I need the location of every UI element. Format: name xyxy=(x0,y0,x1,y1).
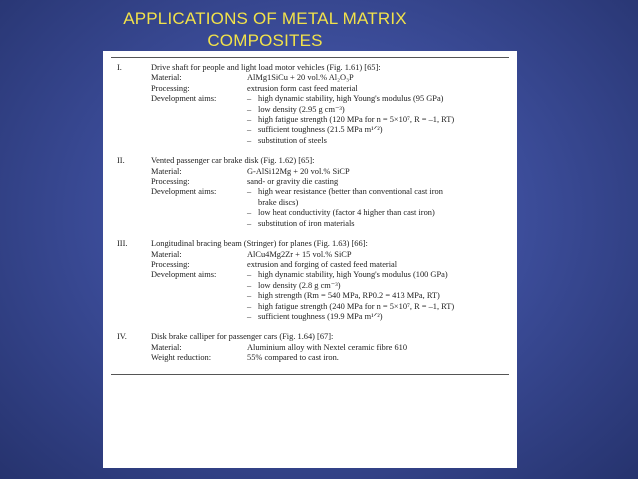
top-rule xyxy=(111,57,509,58)
section-heading: Longitudinal bracing beam (Stringer) for planes (Fig. 1.63) [66]: xyxy=(151,239,368,249)
section-number: II. xyxy=(117,156,125,166)
section-number: IV. xyxy=(117,332,127,342)
material-value: AlMg1SiCu + 20 vol.% Al₂O₃P xyxy=(247,73,354,83)
document-page xyxy=(103,51,517,468)
aim-item: – high strength (Rm = 540 MPa, RP0.2 = 413 MPa, RT) xyxy=(247,291,440,301)
weight-reduction-value: 55% compared to cast iron. xyxy=(247,353,339,363)
material-label: Material: xyxy=(151,166,182,176)
section-3 xyxy=(117,239,505,322)
aim-item: – high dynamic stability, high Young's modulus (95 GPa) xyxy=(247,94,444,104)
aim-item: – high fatigue strength (240 MPa for n = 5×10⁷, R = –1, RT) xyxy=(247,301,455,311)
aim-item: – substitution of iron materials xyxy=(247,218,355,228)
aim-item: – sufficient toughness (21.5 MPa m¹ᐟ²) xyxy=(247,125,383,135)
section-4 xyxy=(117,332,505,363)
aim-item: – high fatigue strength (120 MPa for n = 5×10⁷, R = –1, RT) xyxy=(247,115,455,125)
aims-label: Development aims: xyxy=(151,270,217,280)
material-label: Material: xyxy=(151,73,182,83)
processing-value: extrusion form cast feed material xyxy=(247,83,358,93)
material-label: Material: xyxy=(151,249,182,259)
material-label: Material: xyxy=(151,342,182,352)
aims-label: Development aims: xyxy=(151,187,217,197)
aim-item: – high dynamic stability, high Young's modulus (100 GPa) xyxy=(247,270,448,280)
aim-continuation: brake discs) xyxy=(258,197,299,207)
aim-item: – low density (2.8 g cm⁻³) xyxy=(247,280,341,290)
bottom-rule xyxy=(111,374,509,375)
slide-title xyxy=(0,8,530,52)
processing-value: extrusion and forging of casted feed material xyxy=(247,259,398,269)
weight-reduction-label: Weight reduction: xyxy=(151,353,212,363)
material-value: Aluminium alloy with Nextel ceramic fibre 610 xyxy=(247,342,408,352)
section-heading: Drive shaft for people and light load motor vehicles (Fig. 1.61) [65]: xyxy=(151,63,381,72)
section-number: I. xyxy=(117,63,122,72)
aim-item: – low heat conductivity (factor 4 higher than cast iron) xyxy=(247,208,435,218)
aim-item: – high wear resistance (better than conventional cast iron xyxy=(247,187,443,197)
section-2 xyxy=(117,156,505,229)
aims-label: Development aims: xyxy=(151,94,217,104)
processing-label: Processing: xyxy=(151,177,190,187)
slide-title-line-2: COMPOSITES xyxy=(207,31,323,50)
processing-value: sand- or gravity die casting xyxy=(247,177,339,187)
section-1 xyxy=(117,63,505,146)
aim-item: – sufficient toughness (19.9 MPa m¹ᐟ²) xyxy=(247,311,383,321)
processing-label: Processing: xyxy=(151,83,190,93)
aim-item: – substitution of steels xyxy=(247,135,327,145)
section-number: III. xyxy=(117,239,128,249)
processing-label: Processing: xyxy=(151,259,190,269)
section-heading: Disk brake calliper for passenger cars (Fig. 1.64) [67]: xyxy=(151,332,334,342)
material-value: AlCu4Mg2Zr + 15 vol.% SiCP xyxy=(247,249,352,259)
slide-title-line-1: APPLICATIONS OF METAL MATRIX xyxy=(123,9,407,28)
aim-item: – low density (2.95 g cm⁻³) xyxy=(247,104,345,114)
section-heading: Vented passenger car brake disk (Fig. 1.62) [65]: xyxy=(151,156,315,166)
material-value: G-AlSi12Mg + 20 vol.% SiCP xyxy=(247,166,350,176)
